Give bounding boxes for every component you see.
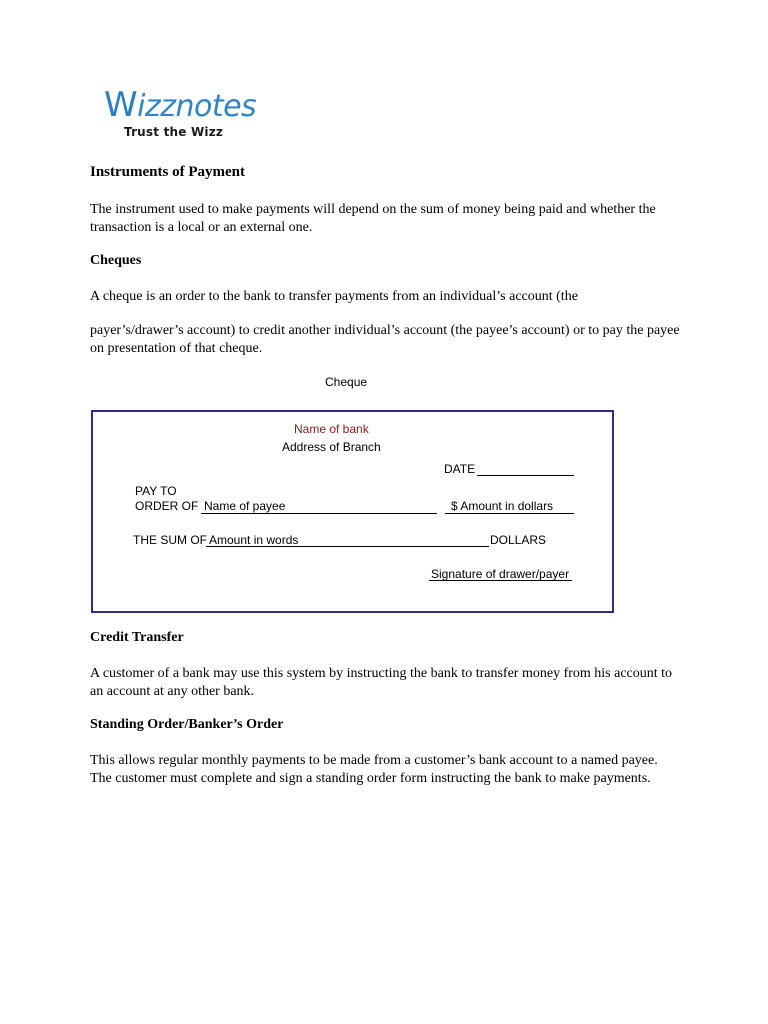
cheques-heading: Cheques bbox=[90, 253, 142, 268]
logo-tagline: Trust the Wizz bbox=[124, 125, 224, 139]
cheque-payee-line bbox=[201, 513, 437, 514]
cheque-signature-line bbox=[429, 580, 572, 581]
cheque-illustration bbox=[91, 410, 614, 613]
logo bbox=[104, 85, 257, 125]
logo-wordmark: izznotes bbox=[137, 89, 257, 124]
cheque-bank-name: Name of bank bbox=[294, 422, 369, 436]
cheque-signature-label: Signature of drawer/payer bbox=[431, 567, 570, 581]
credit-transfer-heading: Credit Transfer bbox=[90, 630, 184, 645]
standing-order-heading: Standing Order/Banker’s Order bbox=[90, 717, 284, 732]
cheque-dollars-label: DOLLARS bbox=[490, 533, 547, 547]
credit-transfer-paragraph: A customer of a bank may use this system by instructing the bank to transfer money from his account to an account at any other bank. bbox=[90, 666, 673, 699]
cheque-amount-line bbox=[445, 513, 574, 514]
cheque-date-line bbox=[477, 475, 574, 476]
cheques-paragraph-1: A cheque is an order to the bank to transfer payments from an individual’s account (the bbox=[90, 289, 578, 304]
cheque-order-of-label: ORDER OF bbox=[135, 499, 199, 513]
cheque-pay-to-label: PAY TO bbox=[135, 484, 177, 498]
cheque-words-line bbox=[206, 546, 489, 547]
cheque-amount-words: Amount in words bbox=[209, 533, 299, 547]
intro-paragraph: The instrument used to make payments will depend on the sum of money being paid and whether the transaction is a local or an external one. bbox=[90, 202, 656, 235]
cheques-paragraph-2: payer’s/drawer’s account) to credit another individual’s account (the payee’s account) or to pay the payee on presentation of that cheque. bbox=[90, 323, 680, 356]
cheque-payee: Name of payee bbox=[204, 499, 286, 513]
cheque-sum-of-label: THE SUM OF bbox=[133, 533, 207, 547]
page-title: Instruments of Payment bbox=[90, 164, 245, 180]
logo-initial: W bbox=[104, 85, 138, 125]
cheque-date-label: DATE bbox=[444, 462, 476, 476]
standing-order-paragraph: This allows regular monthly payments to be made from a customer’s bank account to a named payee. The customer must complete and sign a standing order form instructing the bank to make payments. bbox=[90, 753, 658, 786]
cheque-caption: Cheque bbox=[325, 375, 368, 389]
cheque-branch-address: Address of Branch bbox=[282, 440, 381, 454]
cheque-amount-figures: $ Amount in dollars bbox=[451, 499, 554, 513]
